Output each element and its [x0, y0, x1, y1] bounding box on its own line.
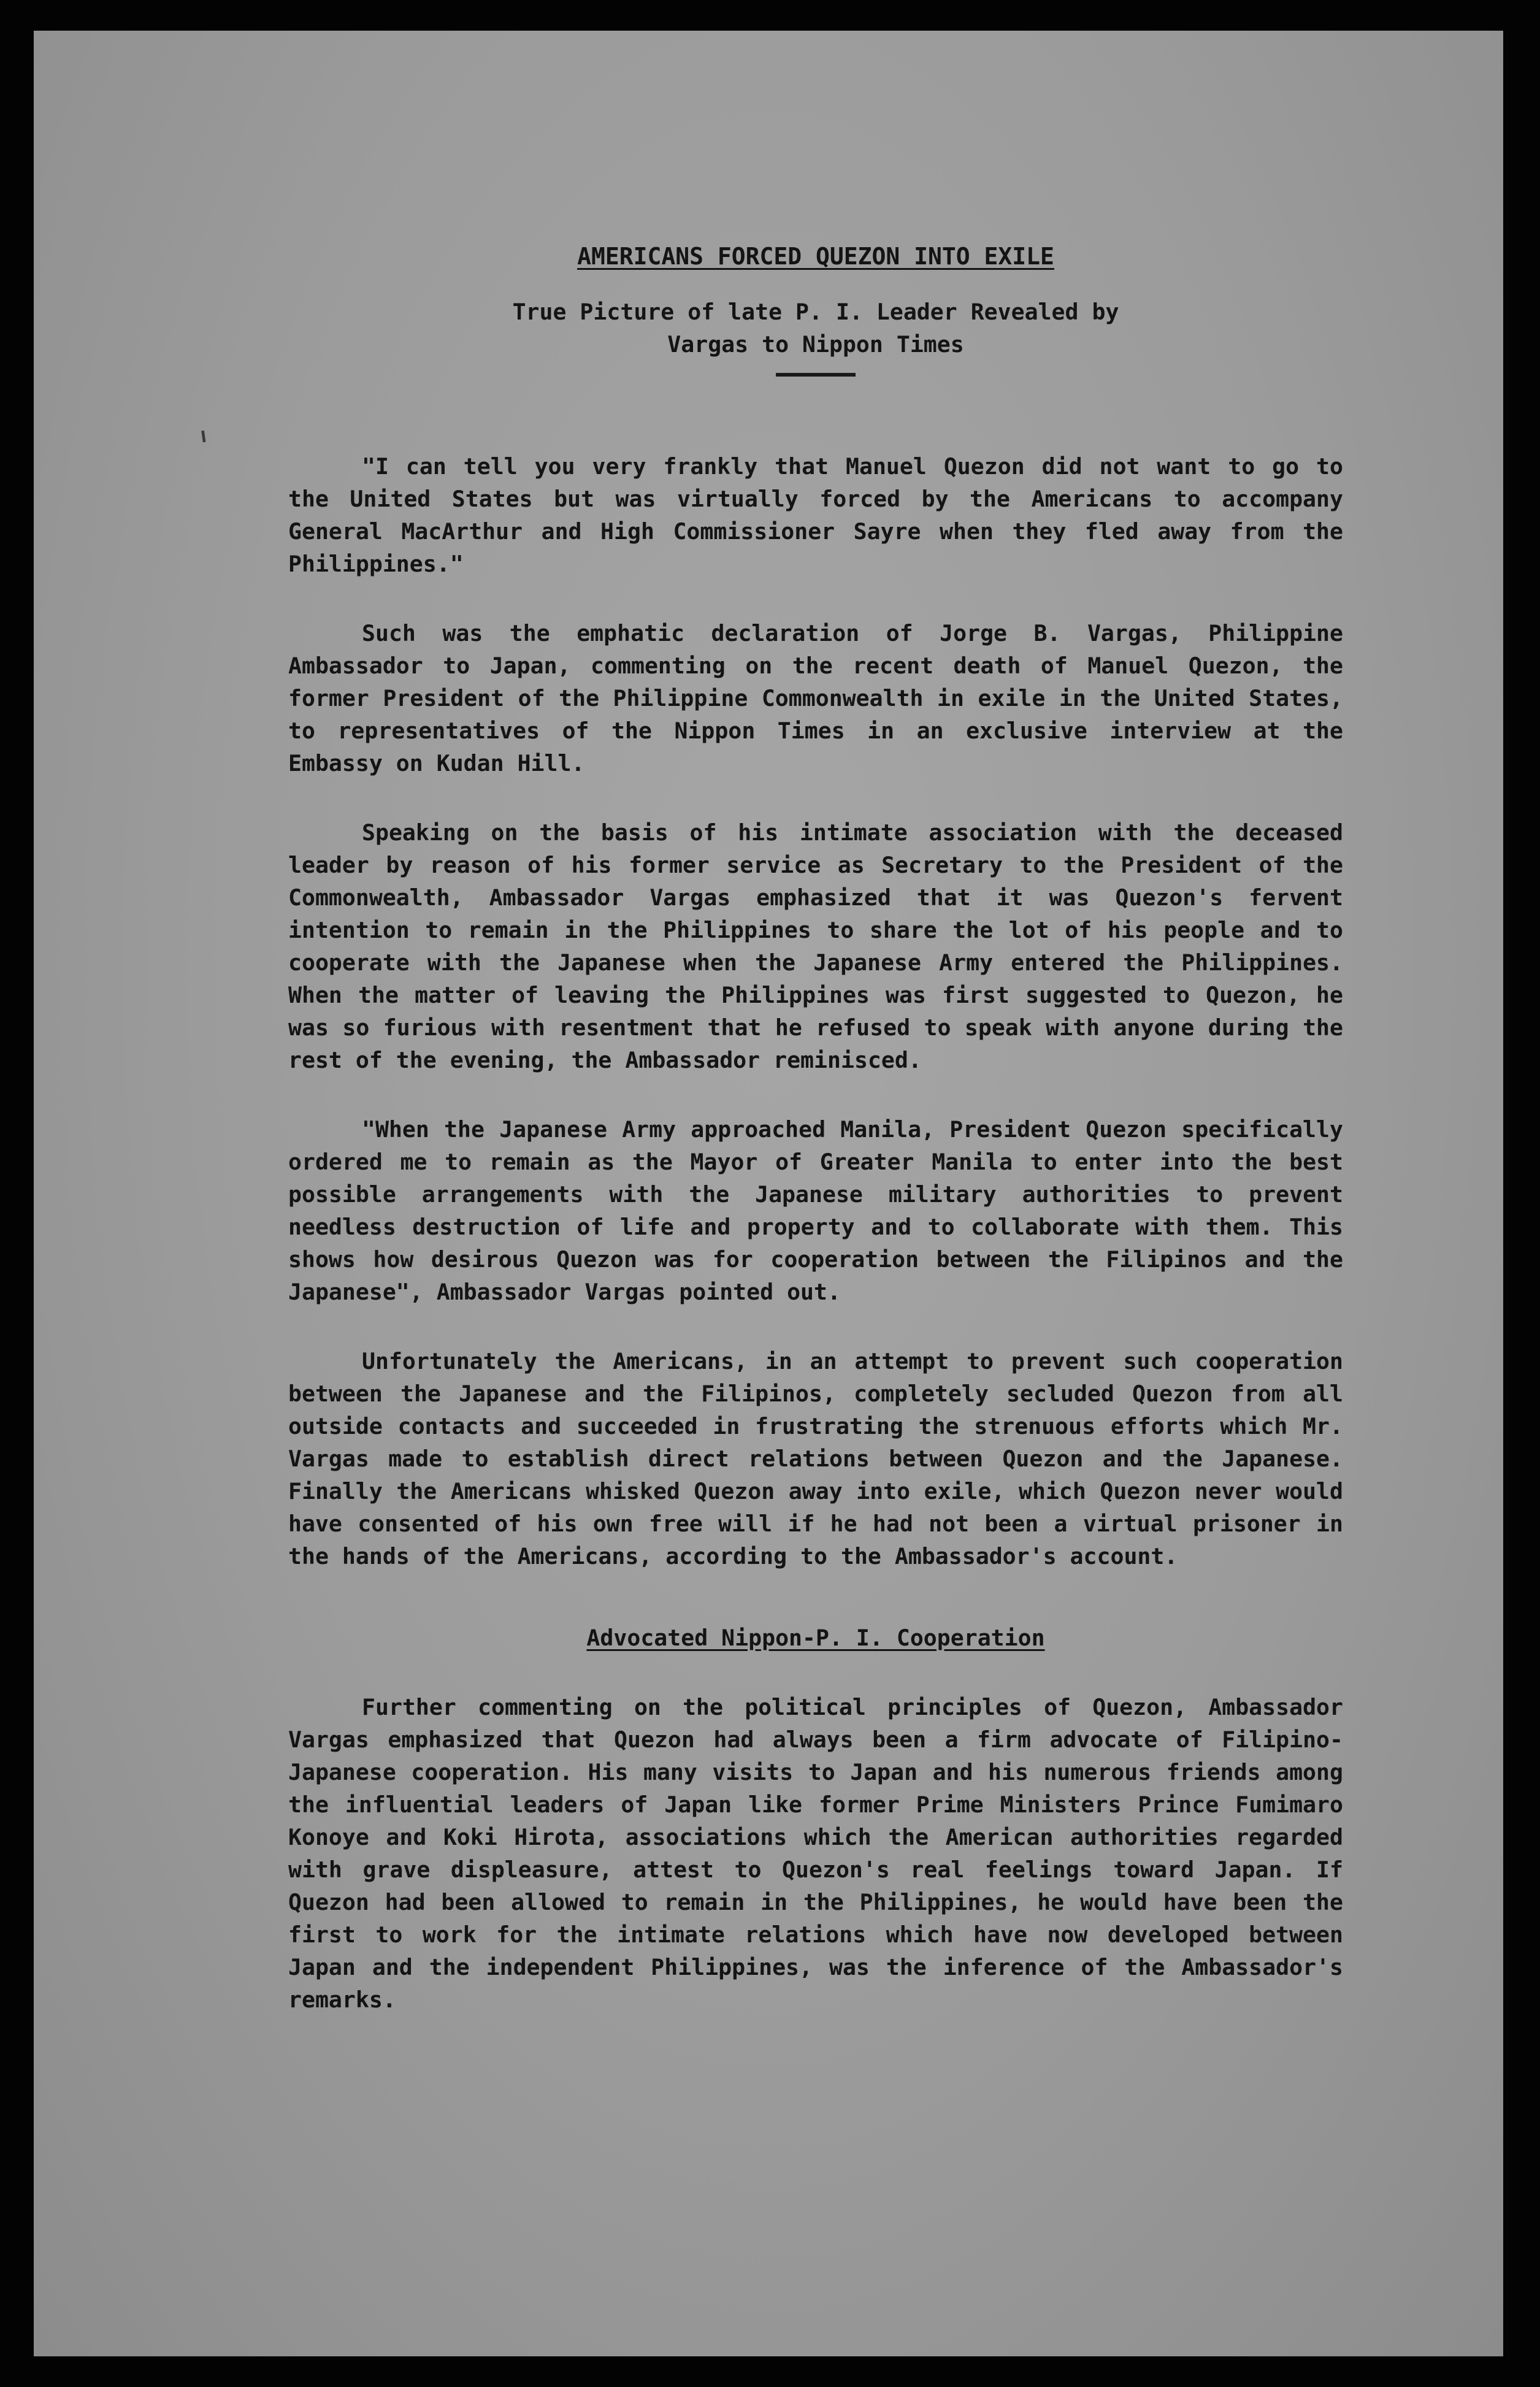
document-title: AMERICANS FORCED QUEZON INTO EXILE [577, 243, 1054, 270]
paragraph-cooperation: Further commenting on the political principles of Quezon, Ambassador Vargas emphasized that Quezon had always been a firm advocate of Filipino-Japanese cooperation. His many visits to Japan and his numerous friends among the influential leaders of Japan like former Prime Ministers Prince Fumimaro Konoye and Koki Hirota, associations which the American authorities regarded with grave displeasure, attest to Quezon's real feelings toward Japan. If Quezon had been allowed to remain in the Philippines, he would have been the first to work for the intimate relations which have now developed between Japan and the independent Philippines, was the inference of the Ambassador's remarks. [288, 1694, 1343, 2013]
paragraph-association: Speaking on the basis of his intimate association with the deceased leader by reason of his former service as Secretary to the President of the Commonwealth, Ambassador Vargas emphasized that it was Quezon's fervent intention to remain in the Philippines to share the lot of his people and to cooperate with the Japanese when the Japanese Army entered the Philippines. When the matter of leaving the Philippines was first suggested to Quezon, he was so furious with resentment that he refused to speak with anyone during the rest of the evening, the Ambassador reminisced. [288, 819, 1343, 1073]
paragraph-exile: Unfortunately the Americans, in an attempt to prevent such cooperation between the Japanese and the Filipinos, completely secluded Quezon from all outside contacts and succeeded in frustrating the strenuous efforts which Mr. Vargas made to establish direct relations between Quezon and the Japanese. Finally the Americans whisked Quezon away into exile, which Quezon never would have consented of his own free will if he had not been a virtual prisoner in the hands of the Americans, according to the Ambassador's account. [288, 1348, 1343, 1569]
paragraph-declaration: Such was the emphatic declaration of Jorge B. Vargas, Philippine Ambassador to Japan, commenting on the recent death of Manuel Quezon, the former President of the Philippine Commonwealth in exile in the United States, to representatives of the Nippon Times in an exclusive interview at the Embassy on Kudan Hill. [288, 620, 1343, 776]
paragraph-quote-opening: "I can tell you very frankly that Manuel Quezon did not want to go to the United States but was virtually forced by the Americans to accompany General MacArthur and High Commissioner Sayre when they fled away from the Philippines." [288, 453, 1343, 577]
document-subtitle: True Picture of late P. I. Leader Revealed by Vargas to Nippon Times [512, 299, 1119, 358]
section-heading: Advocated Nippon-P. I. Cooperation [586, 1625, 1045, 1651]
pencil-mark-glyph: ˈ [196, 423, 215, 474]
title-divider [776, 373, 856, 377]
paragraph-manila-orders: "When the Japanese Army approached Manila, President Quezon specifically ordered me to remain as the Mayor of Greater Manila to enter into the best possible arrangements with the Japanese military authorities to prevent needless destruction of life and property and to collaborate with them. This shows how desirous Quezon was for cooperation between the Filipinos and the Japanese", Ambassador Vargas pointed out. [288, 1116, 1343, 1305]
document-body [288, 239, 1343, 2053]
